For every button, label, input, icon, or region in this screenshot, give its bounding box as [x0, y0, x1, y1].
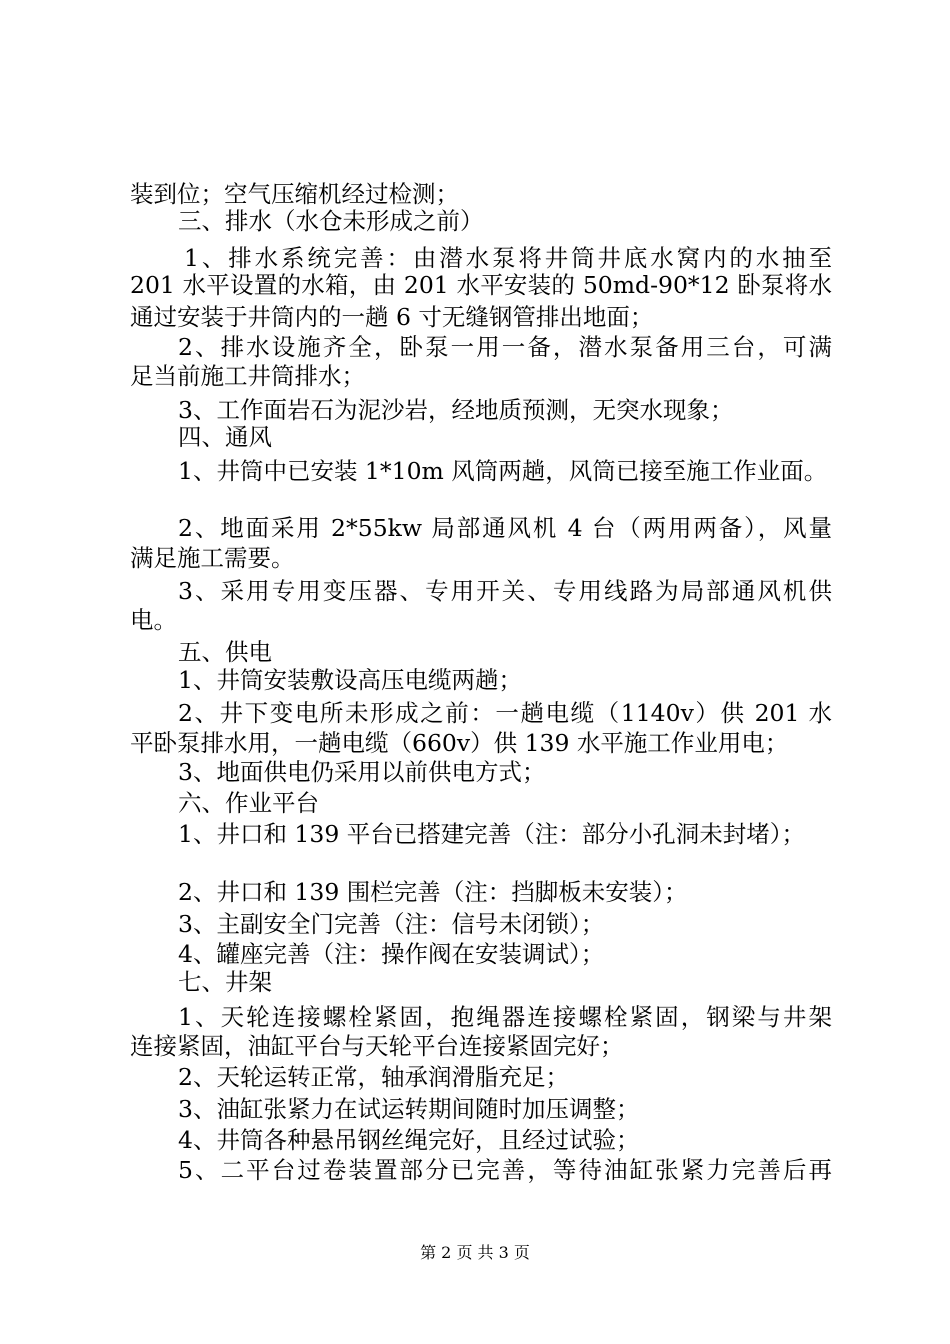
- text-line: 5、二平台过卷装置部分已完善，等待油缸张紧力完善后再: [178, 1156, 832, 1184]
- text-line: 4、罐座完善（注：操作阀在安装调试）；: [178, 940, 605, 968]
- text-line: 3、主副安全门完善（注：信号未闭锁）；: [178, 910, 605, 938]
- section-heading: 四、通风: [178, 423, 272, 451]
- text-line: 3、采用专用变压器、专用开关、专用线路为局部通风机供: [178, 577, 832, 605]
- text-line: 满足施工需要。: [130, 544, 295, 572]
- text-line: 2、排水设施齐全，卧泵一用一备，潜水泵备用三台，可满: [178, 333, 832, 361]
- section-heading: 七、井架: [178, 968, 272, 996]
- text-line: 1、排水系统完善：由潜水泵将井筒井底水窝内的水抽至: [184, 244, 832, 272]
- section-heading: 六、作业平台: [178, 789, 319, 817]
- text-line: 2、井下变电所未形成之前：一趟电缆（1140v）供 201 水: [178, 699, 832, 727]
- text-line: 201 水平设置的水箱，由 201 水平安装的 50md-90*12 卧泵将水: [130, 271, 832, 299]
- text-line: 1、天轮连接螺栓紧固，抱绳器连接螺栓紧固，钢梁与井架: [178, 1003, 832, 1031]
- text-line: 足当前施工井筒排水；: [130, 362, 365, 390]
- page-number-footer: 第 2 页 共 3 页: [420, 1243, 530, 1262]
- text-line: 2、天轮运转正常，轴承润滑脂充足；: [178, 1063, 569, 1091]
- text-line: 连接紧固，油缸平台与天轮平台连接紧固完好；: [130, 1032, 624, 1060]
- section-heading: 三、排水（水仓未形成之前）: [178, 207, 484, 235]
- text-line: 电。: [130, 606, 177, 634]
- text-line: 1、井口和 139 平台已搭建完善（注：部分小孔洞未封堵）；: [178, 820, 805, 848]
- text-line: 3、工作面岩石为泥沙岩，经地质预测，无突水现象；: [178, 396, 734, 424]
- text-line: 平卧泵排水用，一趟电缆（660v）供 139 水平施工作业用电；: [130, 729, 789, 757]
- text-line: 1、井筒安装敷设高压电缆两趟；: [178, 666, 522, 694]
- text-line: 2、井口和 139 围栏完善（注：挡脚板未安装）；: [178, 878, 688, 906]
- section-heading: 五、供电: [178, 638, 272, 666]
- text-line: 1、井筒中已安装 1*10m 风筒两趟，风筒已接至施工作业面。: [178, 457, 828, 485]
- text-line: 3、油缸张紧力在试运转期间随时加压调整；: [178, 1095, 640, 1123]
- text-line: 通过安装于井筒内的一趟 6 寸无缝钢管排出地面；: [130, 303, 654, 331]
- text-line: 4、井筒各种悬吊钢丝绳完好，且经过试验；: [178, 1126, 640, 1154]
- text-line: 3、地面供电仍采用以前供电方式；: [178, 758, 546, 786]
- text-line: 2、地面采用 2*55kw 局部通风机 4 台（两用两备），风量: [178, 514, 832, 542]
- text-line: 装到位；空气压缩机经过检测；: [130, 180, 459, 208]
